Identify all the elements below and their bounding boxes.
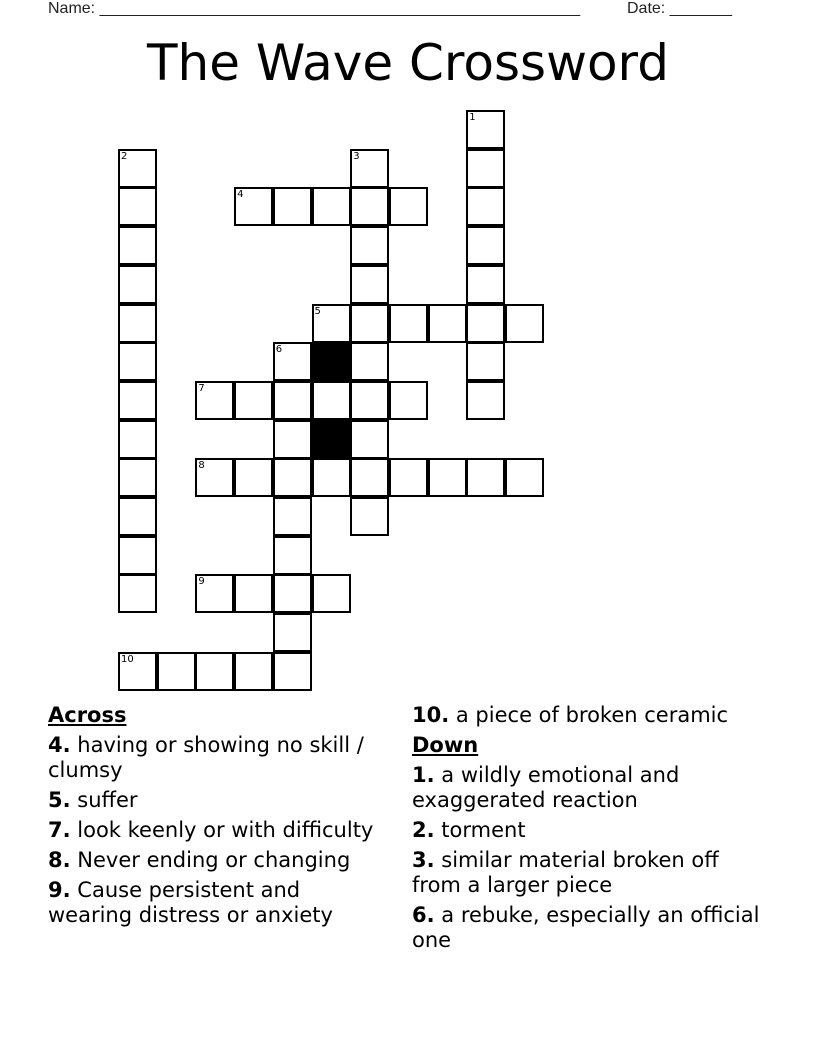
answer-cell[interactable] xyxy=(312,458,351,497)
clue-across-7: 7. look keenly or with difficulty xyxy=(48,818,374,842)
answer-cell[interactable] xyxy=(157,652,196,691)
black-square xyxy=(312,342,351,381)
answer-cell[interactable] xyxy=(118,420,157,459)
clues-column-left xyxy=(48,703,378,933)
answer-cell[interactable] xyxy=(234,381,273,420)
answer-cell[interactable] xyxy=(118,265,157,304)
answer-cell[interactable] xyxy=(312,574,351,613)
answer-cell[interactable] xyxy=(234,652,273,691)
answer-cell[interactable] xyxy=(273,536,312,575)
answer-cell[interactable] xyxy=(466,187,505,226)
answer-cell[interactable] xyxy=(234,458,273,497)
clue-number: 6 xyxy=(275,344,283,356)
clue-number: 7 xyxy=(198,382,205,394)
clue-down-3: 3. similar material broken off from a larger piece xyxy=(412,848,719,897)
answer-cell[interactable] xyxy=(350,381,389,420)
answer-cell[interactable] xyxy=(195,381,234,420)
answer-cell[interactable] xyxy=(118,497,157,536)
clue-across-4: 4. having or showing no skill / clumsy xyxy=(48,733,364,782)
answer-cell[interactable] xyxy=(312,381,351,420)
answer-cell[interactable] xyxy=(389,187,428,226)
clue-number: 9 xyxy=(198,576,205,588)
date-field-label: Date: _______ xyxy=(627,0,732,17)
answer-cell[interactable] xyxy=(118,304,157,343)
answer-cell[interactable] xyxy=(273,497,312,536)
page-title: The Wave Crossword xyxy=(147,34,669,92)
answer-cell[interactable] xyxy=(350,149,389,188)
answer-cell[interactable] xyxy=(273,458,312,497)
answer-cell[interactable] xyxy=(389,381,428,420)
answer-cell[interactable] xyxy=(273,381,312,420)
answer-cell[interactable] xyxy=(273,652,312,691)
clue-across-10: 10. a piece of broken ceramic xyxy=(412,703,729,727)
clue-down-6: 6. a rebuke, especially an official one xyxy=(412,903,760,952)
clue-number: 8 xyxy=(198,460,205,472)
answer-cell[interactable] xyxy=(234,574,273,613)
answer-cell[interactable] xyxy=(118,458,157,497)
black-square xyxy=(312,420,351,459)
clue-number: 5 xyxy=(314,305,321,317)
answer-cell[interactable] xyxy=(273,420,312,459)
clue-number: 4 xyxy=(237,189,244,201)
across-heading: Across xyxy=(48,703,127,727)
answer-cell[interactable] xyxy=(350,420,389,459)
clue-number: 2 xyxy=(121,150,128,162)
answer-cell[interactable] xyxy=(118,381,157,420)
answer-cell[interactable] xyxy=(273,613,312,652)
answer-cell[interactable] xyxy=(118,226,157,265)
answer-cell[interactable] xyxy=(350,497,389,536)
answer-cell[interactable] xyxy=(273,187,312,226)
answer-cell[interactable] xyxy=(505,458,544,497)
answer-cell[interactable] xyxy=(389,304,428,343)
clue-across-9: 9. Cause persistent and wearing distress or anxiety xyxy=(48,878,333,927)
answer-cell[interactable] xyxy=(466,149,505,188)
answer-cell[interactable] xyxy=(118,536,157,575)
clue-number: 3 xyxy=(353,150,360,162)
clue-number: 10 xyxy=(121,653,134,665)
answer-cell[interactable] xyxy=(350,226,389,265)
answer-cell[interactable] xyxy=(312,187,351,226)
answer-cell[interactable] xyxy=(350,265,389,304)
answer-cell[interactable] xyxy=(118,574,157,613)
answer-cell[interactable] xyxy=(118,342,157,381)
answer-cell[interactable] xyxy=(118,149,157,188)
answer-cell[interactable] xyxy=(428,304,467,343)
down-heading: Down xyxy=(412,733,479,757)
answer-cell[interactable] xyxy=(466,265,505,304)
answer-cell[interactable] xyxy=(195,652,234,691)
answer-cell[interactable] xyxy=(234,187,273,226)
answer-cell[interactable] xyxy=(312,304,351,343)
answer-cell[interactable] xyxy=(428,458,467,497)
answer-cell[interactable] xyxy=(195,458,234,497)
answer-cell[interactable] xyxy=(466,342,505,381)
answer-cell[interactable] xyxy=(466,110,505,149)
answer-cell[interactable] xyxy=(273,342,312,381)
answer-cell[interactable] xyxy=(350,458,389,497)
answer-cell[interactable] xyxy=(273,574,312,613)
clue-across-5: 5. suffer xyxy=(48,788,138,812)
clue-down-2: 2. torment xyxy=(412,818,526,842)
answer-cell[interactable] xyxy=(466,226,505,265)
answer-cell[interactable] xyxy=(195,574,234,613)
answer-cell[interactable] xyxy=(466,458,505,497)
clues-column-right xyxy=(412,703,772,958)
clue-down-1: 1. a wildly emotional and exaggerated reaction xyxy=(412,763,680,812)
clue-number: 1 xyxy=(469,112,476,123)
answer-cell[interactable] xyxy=(505,304,544,343)
answer-cell[interactable] xyxy=(466,304,505,343)
answer-cell[interactable] xyxy=(118,187,157,226)
answer-cell[interactable] xyxy=(350,187,389,226)
answer-cell[interactable] xyxy=(350,304,389,343)
answer-cell[interactable] xyxy=(350,342,389,381)
clue-across-8: 8. Never ending or changing xyxy=(48,848,351,872)
answer-cell[interactable] xyxy=(118,652,157,691)
answer-cell[interactable] xyxy=(466,381,505,420)
name-field-label: Name: ______________________________________________________ xyxy=(48,0,581,17)
answer-cell[interactable] xyxy=(389,458,428,497)
